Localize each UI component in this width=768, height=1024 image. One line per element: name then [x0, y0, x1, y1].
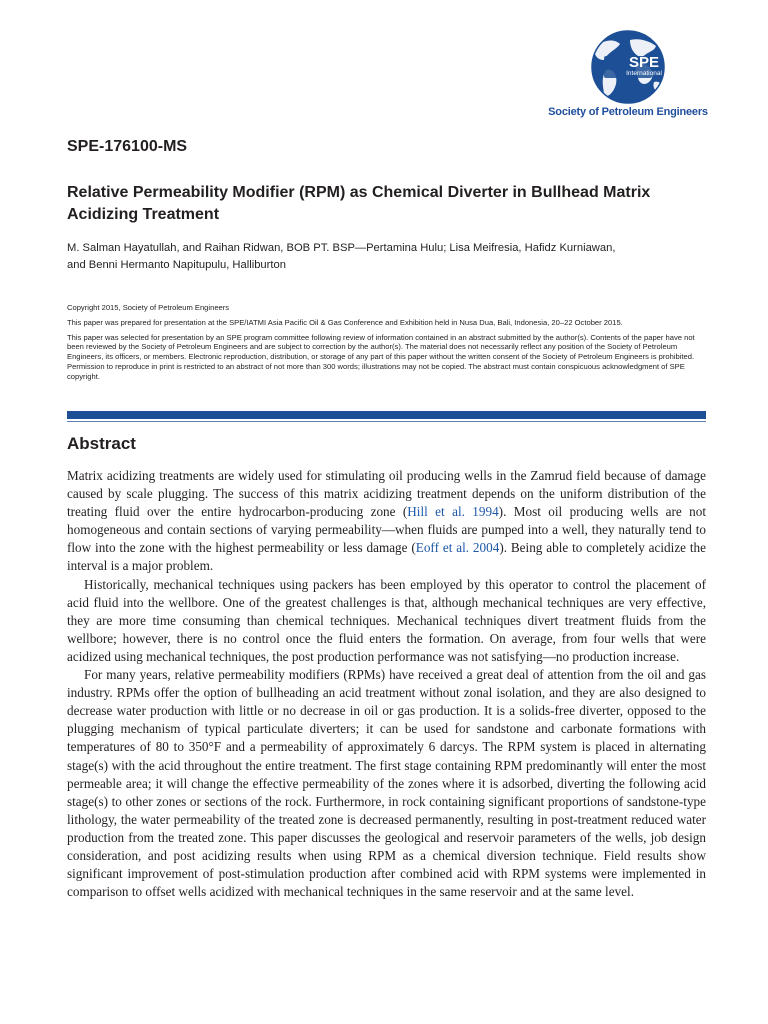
copyright-block	[67, 303, 707, 387]
conference-line: This paper was prepared for presentation at the SPE/IATMI Asia Pacific Oil & Gas Conference and Exhibition held in Nusa Dua, Bali, Indonesia, 20–22 October 2015.	[67, 317, 623, 327]
abstract-paragraph-1	[67, 467, 706, 576]
authors-line-2: and Benni Hermanto Napitupulu, Halliburton	[67, 258, 286, 271]
abstract-heading: Abstract	[67, 434, 136, 453]
spe-logo	[548, 30, 708, 122]
divider-line	[67, 421, 706, 422]
authors-line-1: M. Salman Hayatullah, and Raihan Ridwan, BOB PT. BSP—Pertamina Hulu; Lisa Meifresia, Hafidz Kurniawan,	[67, 242, 616, 254]
paper-id: SPE-176100-MS	[67, 138, 188, 155]
logo-org-name: Society of Petroleum Engineers	[548, 106, 708, 118]
abstract-paragraph-2: Historically, mechanical techniques using packers has been employed by this operator to control the placement of acid fluid into the wellbore. One of the greatest challenges is that, although mechanical techniques are very effective, they are more time consuming than chemical techniques. Mechanical techniques divert treatment fluids from the wellbore; however, there is no control once the fluid enters the formation. On average, from four wells that were acidized using mechanical techniques, the post production performance was not satisfying—no production increase.	[67, 576, 706, 664]
citation-link-hill-1994[interactable]: Hill et al. 1994	[407, 504, 499, 520]
abstract-p1-text-a: Matrix acidizing treatments are widely used for stimulating oil producing wells in the Zamrud field because of damage caused by scale plugging. The success of this matrix acidizing treatment depends on the uniform distribution of the treating fluid over the entire hydrocarbon-producing zone (	[67, 468, 706, 520]
abstract-paragraph-3: For many years, relative permeability modifiers (RPMs) have received a great deal of attention from the oil and gas industry. RPMs offer the option of bullheading an acid treatment without zonal isolation, and they are also designed to decrease water production with little or no decrease in oil or gas production. It is a solids-free diverter, opposed to the plugging mechanism of typical particulate diverters; it can be used for sandstone and carbonate formations with temperatures of 80 to 350°F and a permeability of approximately 6 darcys. The RPM system is placed in alternating stage(s) with the acid throughout the entire treatment. The first stage containing RPM predominantly will enter the most permeable area; it will change the effective permeability of the zones where it is adsorbed, diverting the following acid stage(s) to other zones or sections of the rock. Furthermore, in rock containing significant proportions of sandstone-type lithology, the water permeability of the treated zone is decreased permanently, resulting in post-treatment reduced water production from the treated zone. This paper discusses the geological and reservoir parameters of the wells, job design consideration, and post acidizing results when using RPM as a chemical diversion technique. Field results show significant improvement of post-stimulation production after combined acid with RPM systems were implemented in comparison to offset wells acidized with mechanical techniques in the same reservoir and at the same level.	[67, 667, 706, 900]
citation-link-eoff-2004[interactable]: Eoff et al. 2004	[415, 540, 500, 556]
logo-sub-text: International	[626, 70, 662, 77]
abstract-p1-text-c: ). Being able to completely acidize the interval is a major problem.	[67, 540, 707, 574]
abstract-p1-text-b: ). Most oil producing wells are not homogeneous and contain sections of varying permeability—when fluids are pumped into a well, they naturally tend to flow into the zone with the highest permeability or less damage (	[67, 504, 706, 556]
divider-bar	[67, 411, 706, 419]
copyright-line: Copyright 2015, Society of Petroleum Engineers	[67, 303, 230, 312]
abstract-body	[67, 467, 706, 901]
paper-title: Relative Permeability Modifier (RPM) as Chemical Diverter in Bullhead Matrix Acidizing Treatment	[67, 184, 651, 223]
disclaimer-paragraph: This paper was selected for presentation by an SPE program committee following review of information contained in an abstract submitted by the author(s). Contents of the paper have not been reviewed by the Society of Petroleum Engineers and are subject to correction by the author(s). The material does not necessarily reflect any position of the Society of Petroleum Engineers, its officers, or members. Electronic reproduction, distribution, or storage of any part of this paper without the written consent of the Society of Petroleum Engineers is prohibited. Permission to reproduce in print is restricted to an abstract of not more than 300 words; illustrations may not be copied. The abstract must contain conspicuous acknowledgment of SPE copyright.	[67, 332, 695, 381]
authors	[67, 240, 707, 273]
logo-mark-text: SPE	[628, 54, 659, 71]
